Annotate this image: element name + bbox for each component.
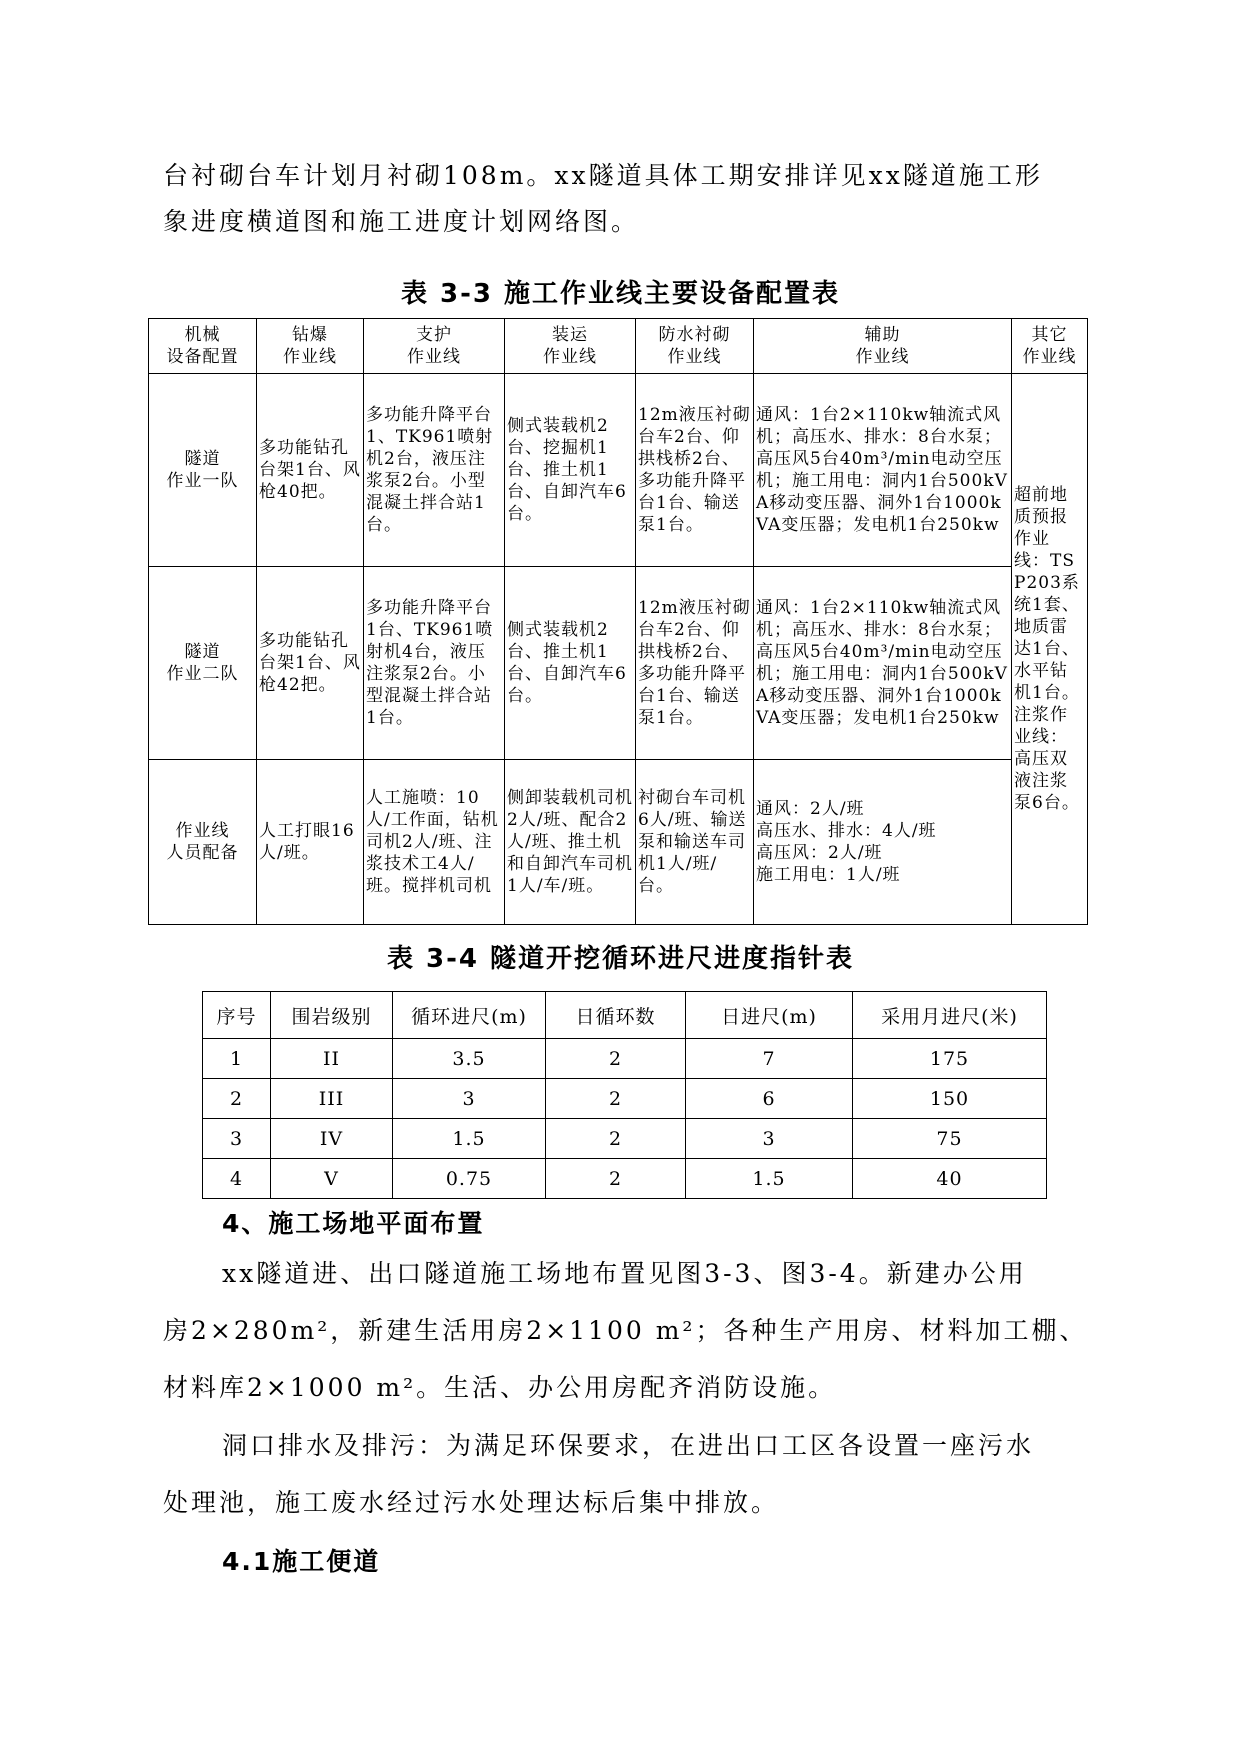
table1-cell: 12m液压衬砌台车2台、仰拱栈桥2台、多功能升降平台1台、输送泵1台。: [636, 567, 754, 760]
table2-cell: 150: [853, 1079, 1047, 1119]
table1-cell: 多功能钻孔台架1台、风枪42把。: [257, 567, 364, 760]
table2-cell: 1: [203, 1039, 271, 1079]
table2-cell: III: [271, 1079, 393, 1119]
table2-cell: 3: [686, 1119, 853, 1159]
table1-row-label: 作业线 人员配备: [149, 760, 257, 925]
sub-heading: 4.1施工便道: [222, 1547, 381, 1576]
table1-header-cell: 装运 作业线: [505, 319, 636, 374]
table2-cell: 6: [686, 1079, 853, 1119]
table2-cell: 3.5: [393, 1039, 546, 1079]
table1-row-label: 隧道 作业二队: [149, 567, 257, 760]
para2-line-1: 洞口排水及排污：为满足环保要求，在进出口工区各设置一座污水: [222, 1431, 1035, 1460]
table1-cell: 通风：2人/班 高压水、排水：4人/班 高压风：2人/班 施工用电：1人/班: [754, 760, 1012, 925]
table2-header-cell: 日进尺(m): [686, 992, 853, 1039]
table1-cell: 侧式装载机2台、推土机1台、自卸汽车6台。: [505, 567, 636, 760]
table1-cell: 通风：1台2×110kw轴流式风机；高压水、排水：8台水泵；高压风5台40m³/min电动空压机；施工用电：洞内1台500kVA移动变压器、洞外1台1000kVA变压器；发电机1台250kw: [754, 374, 1012, 567]
table1-cell: 侧式装载机2台、挖掘机1台、推土机1台、自卸汽车6台。: [505, 374, 636, 567]
table2-cell: V: [271, 1159, 393, 1199]
table2-cell: 1.5: [686, 1159, 853, 1199]
table2-header-row: [203, 992, 1047, 1039]
table1-cell: 12m液压衬砌台车2台、仰拱栈桥2台、多功能升降平台1台、输送泵1台。: [636, 374, 754, 567]
equipment-table: [148, 318, 1088, 925]
table2-header-cell: 日循环数: [546, 992, 686, 1039]
table2-cell: 2: [546, 1159, 686, 1199]
table1-header-cell: 辅助 作业线: [754, 319, 1012, 374]
table2-row: [203, 1159, 1047, 1199]
table2-cell: 75: [853, 1119, 1047, 1159]
table1-other-cell: 超前地质预报作业线：TSP203系统1套、地质雷达1台、水平钻机1台。注浆作业线：高压双液注浆泵6台。: [1012, 374, 1088, 925]
intro-line-2: 象进度横道图和施工进度计划网络图。: [163, 207, 640, 236]
table2-cell: 175: [853, 1039, 1047, 1079]
table2-caption: 表 3-4 隧道开挖循环进尺进度指针表: [386, 944, 855, 974]
table1-row: [149, 760, 1088, 925]
table1-cell: 多功能升降平台1、TK961喷射机2台，液压注浆泵2台。小型混凝土拌合站1台。: [364, 374, 505, 567]
table1-row: [149, 567, 1088, 760]
table2-header-cell: 循环进尺(m): [393, 992, 546, 1039]
table1-caption: 表 3-3 施工作业线主要设备配置表: [400, 279, 841, 309]
table1-cell: 多功能钻孔台架1台、风枪40把。: [257, 374, 364, 567]
table2-header-cell: 采用月进尺(米): [853, 992, 1047, 1039]
table1-header-cell: 其它 作业线: [1012, 319, 1088, 374]
table1-cell: 衬砌台车司机6人/班、输送泵和输送车司机1人/班/台。: [636, 760, 754, 925]
table1-header-row: [149, 319, 1088, 374]
intro-line-1: 台衬砌台车计划月衬砌108m。xx隧道具体工期安排详见xx隧道施工形: [163, 161, 1043, 190]
table1-cell: 人工施喷：10人/工作面，钻机司机2人/班、注浆技术工4人/班。搅拌机司机: [364, 760, 505, 925]
table2-header-cell: 序号: [203, 992, 271, 1039]
table1-cell: 人工打眼16人/班。: [257, 760, 364, 925]
table1-cell: 多功能升降平台1台、TK961喷射机4台，液压注浆泵2台。小型混凝土拌合站1台。: [364, 567, 505, 760]
para1-line-2: 房2×280m²，新建生活用房2×1100 m²；各种生产用房、材料加工棚、: [163, 1316, 1088, 1345]
table2-row: [203, 1079, 1047, 1119]
table2-header-cell: 围岩级别: [271, 992, 393, 1039]
table2-cell: 2: [546, 1079, 686, 1119]
table2-cell: 40: [853, 1159, 1047, 1199]
table2-cell: 0.75: [393, 1159, 546, 1199]
table2-cell: 3: [393, 1079, 546, 1119]
table2-cell: 2: [203, 1079, 271, 1119]
table1-header-cell: 防水衬砌 作业线: [636, 319, 754, 374]
section-heading: 4、施工场地平面布置: [222, 1209, 485, 1238]
table1-header-cell: 机械 设备配置: [149, 319, 257, 374]
table2-row: [203, 1119, 1047, 1159]
table2-cell: 2: [546, 1119, 686, 1159]
table2-cell: II: [271, 1039, 393, 1079]
table2-row: [203, 1039, 1047, 1079]
para1-line-3: 材料库2×1000 m²。生活、办公用房配齐消防设施。: [163, 1373, 837, 1402]
table2-cell: 3: [203, 1119, 271, 1159]
table2-cell: 2: [546, 1039, 686, 1079]
table1-row: [149, 374, 1088, 567]
para1-line-1: xx隧道进、出口隧道施工场地布置见图3-3、图3-4。新建办公用: [222, 1259, 1027, 1288]
para2-line-2: 处理池，施工废水经过污水处理达标后集中排放。: [163, 1488, 780, 1517]
table1-header-cell: 支护 作业线: [364, 319, 505, 374]
table2-cell: 1.5: [393, 1119, 546, 1159]
table1-cell: 侧卸装载机司机2人/班、配合2人/班、推土机和自卸汽车司机1人/车/班。: [505, 760, 636, 925]
table1-cell: 通风：1台2×110kw轴流式风机；高压水、排水：8台水泵；高压风5台40m³/min电动空压机；施工用电：洞内1台500kVA移动变压器、洞外1台1000kVA变压器；发电机1台250kw: [754, 567, 1012, 760]
excavation-table: [202, 991, 1047, 1199]
table2-cell: IV: [271, 1119, 393, 1159]
table1-header-cell: 钻爆 作业线: [257, 319, 364, 374]
table2-cell: 7: [686, 1039, 853, 1079]
table1-row-label: 隧道 作业一队: [149, 374, 257, 567]
table2-cell: 4: [203, 1159, 271, 1199]
